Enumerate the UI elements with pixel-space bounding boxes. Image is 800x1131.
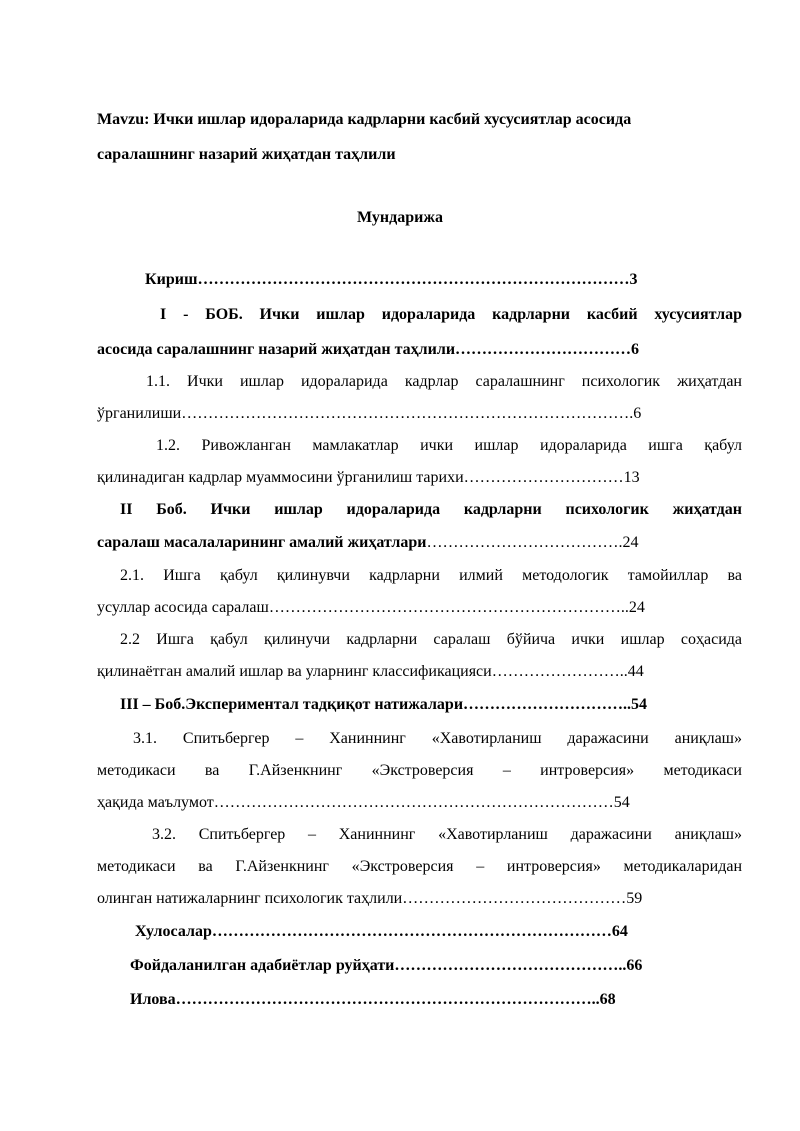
toc-entry-conclusions: Хулосалар…………………………………………………………………64 (135, 923, 628, 940)
toc-entry-section-1-2-line-1: 1.2. Ривожланган мамлакатлар ички ишлар идораларида ишга қабул (156, 437, 742, 454)
toc-entry-section-2-1-line-1: 2.1. Ишга қабул қилинувчи кадрларни илмий методологик тамойиллар ва (120, 567, 742, 584)
toc-entry-references: Фойдаланилган адабиётлар руйҳати……………………………………..66 (130, 957, 643, 974)
toc-title: Мундарижа (357, 209, 443, 226)
toc-entry-section-2-1-line-2: усуллар асосида саралаш…………………………………………………………..24 (97, 599, 645, 616)
toc-entry-section-3-1-line-2: методикаси ва Г.Айзенкнинг «Экстроверсия – интроверсия» методикаси (97, 762, 742, 779)
toc-entry-chapter-3: III – Боб.Экспериментал тадқиқот натижалари…………………………..54 (120, 696, 648, 713)
toc-entry-appendix: Илова……………………………………………………………………..68 (130, 991, 616, 1008)
toc-entry-section-3-1-line-1: 3.1. Спитьбергер – Ханиннинг «Хавотирланиш даражасини аниқлаш» (133, 730, 742, 747)
toc-entry-section-3-1-line-3: ҳақида маълумот…………………………………………………………………54 (97, 794, 630, 811)
toc-entry-section-1-1-line-2: ўрганилиши………………………………………………………………………….6 (97, 405, 642, 422)
toc-entry-section-2-2-line-1: 2.2 Ишга қабул қилинучи кадрларни саралаш бўйича ички ишлар соҳасида (120, 631, 742, 648)
toc-entry-chapter-2-page-part: ……………………………….24 (426, 534, 639, 551)
toc-entry-chapter-2-line-2 (97, 533, 742, 553)
toc-entry-chapter-1-line-1: I - БОБ. Ички ишлар идораларида кадрларни касбий хусусиятлар (160, 306, 742, 323)
toc-entry-section-2-2-line-2: қилинаётган амалий ишлар ва уларнинг классификацияси……………………..44 (97, 663, 644, 680)
toc-entry-section-3-2-line-2: методикаси ва Г.Айзенкнинг «Экстроверсия – интроверсия» методикаларидан (97, 858, 742, 875)
topic-line-1: Mavzu: Ички ишлар идораларида кадрларни касбий хусусиятлар асосида (97, 111, 632, 128)
toc-entry-section-3-2-line-3: олинган натижаларнинг психологик таҳлили……………………………………59 (97, 890, 643, 907)
toc-entry-section-1-1-line-1: 1.1. Ички ишлар идораларида кадрлар саралашнинг психологик жиҳатдан (146, 373, 742, 390)
toc-entry-chapter-1-line-2: асосида саралашнинг назарий жиҳатдан таҳлили……………………………6 (97, 341, 640, 358)
topic-line-2: саралашнинг назарий жиҳатдан таҳлили (97, 146, 396, 163)
toc-entry-chapter-2-title-part: саралаш масалаларининг амалий жиҳатлари (97, 534, 427, 551)
toc-entry-section-3-2-line-1: 3.2. Спитьбергер – Ханиннинг «Хавотирланиш даражасини аниқлаш» (152, 826, 742, 843)
toc-entry-section-1-2-line-2: қилинадиган кадрлар муаммосини ўрганилиш тарихи…………………………13 (97, 469, 640, 486)
toc-entry-intro: Кириш………………………………………………………………………3 (145, 271, 638, 288)
toc-entry-chapter-2-line-1: II Боб. Ички ишлар идораларида кадрларни психологик жиҳатдан (120, 501, 742, 518)
